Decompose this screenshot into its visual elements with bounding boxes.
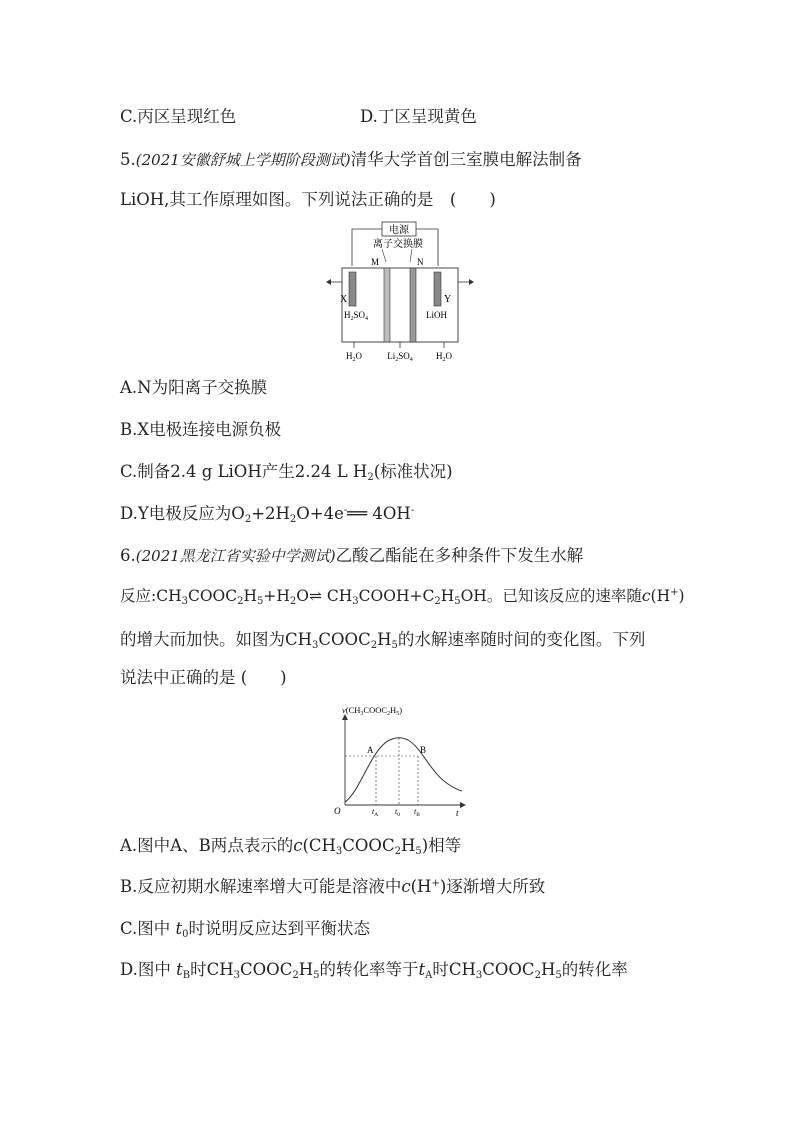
q6-d-m4: 的转化率等于 [319,960,419,979]
q5-option-b: B.X电极连接电源负极 [120,420,282,439]
q6-a-m1: (CH [302,836,336,855]
q6-s3-sub1: 3 [312,640,319,651]
pointer-line-n [410,249,412,262]
prev-option-c: C.丙区呈现红色 [120,107,237,126]
q5-number: 5. [120,150,136,169]
q6-stem-line3 [120,632,645,649]
q6-s2-m2: H [243,587,258,605]
q6-d-s6: 5 [555,970,562,981]
q6-s3-a: 的增大而加快。如图为CH [120,630,313,649]
q5-d-sub2: 2 [289,514,297,525]
q6-b-sup: + [431,878,440,889]
point-a-label: A [367,745,374,755]
q6-stem-line2 [120,589,685,605]
membrane-m [384,268,390,342]
q6-s3-m2: H [377,630,392,649]
q6-d-s5: 2 [534,970,541,981]
q6-s2-m8: (H [650,587,671,605]
label-m: M [371,257,380,267]
q6-c-pre: C.图中 [120,919,176,938]
q5-d-sub1: 2 [244,514,252,525]
q5-source: (2021安徽舒城上学期阶段测试) [135,151,351,169]
q5-option-c [120,464,453,481]
q6-s2-a: 反应:CH [120,587,182,605]
q6-d-post: 的转化率 [561,960,628,979]
q6-a-m3: H [400,836,416,855]
q6-s2-sub4: 2 [289,596,297,607]
q6-option-d [120,962,628,979]
q6-d-pre: D.图中 [120,960,177,979]
q6-s2-m5: COOH+C [358,587,435,605]
q6-a-pre: A.图中A、B两点表示的 [120,836,294,855]
q6-a-s3: 5 [415,846,422,857]
q6-s2-m4: O⇌ CH [296,587,353,605]
q6-c-t: t [175,919,183,938]
q6-d-m6: COOC [482,960,535,979]
inlet-right-label: $H_2O$ [436,351,452,362]
q6-stem-line1 [120,548,583,565]
q5-d-sup2: - [410,505,415,516]
q5-stem-line2: LiOH,其工作原理如图。下列说法正确的是 ( ) [120,190,496,209]
q5-stem-text: 清华大学首创三室膜电解法制备 [350,150,582,169]
x-axis-label: t [456,808,459,818]
q6-s2-m7: OH。已知该反应的速率随 [460,587,642,605]
q6-c-sub: 0 [182,929,189,940]
q5-d-eq: ══ 4OH [347,504,411,523]
q6-option-c [120,921,370,938]
q5-stem-line1 [120,152,582,169]
q6-s3-sub2: 2 [370,640,378,651]
membrane-label: 离子交换膜 [373,239,423,250]
q6-d-m2: COOC [240,960,293,979]
pointer-line-m [382,249,386,262]
point-b-label: B [420,745,427,755]
inlet-mid-label: $Li_2SO_4$ [387,351,413,362]
q6-s2-sub7: 5 [454,596,461,607]
q5-d-mid1: +2H [251,504,290,523]
tick-t0: $t_0$ [395,807,400,818]
q6-d-sub2: A [425,970,433,981]
q6-option-a [120,838,461,855]
q6-s2-sub2: 2 [237,596,244,607]
q6-d-sub: B [182,970,191,981]
q6-d-s3: 5 [313,970,320,981]
q6-b-post: )逐渐增大所致 [439,877,546,896]
origin-label: O [334,806,341,816]
electrode-y [434,272,441,306]
q6-a-s1: 3 [335,846,343,857]
inlet-left-label: $H_2O$ [346,351,362,362]
q6-s2-sub1: 3 [181,596,188,607]
q5-option-c-sub: 2 [367,472,374,483]
q6-d-m3: H [298,960,314,979]
electrolysis-diagram [320,220,480,362]
q6-d-m5: 时CH [432,960,476,979]
q6-d-s2: 2 [292,970,299,981]
outlet-right-arrowhead [469,279,474,285]
q6-s2-sub3: 5 [257,596,264,607]
q5-option-c-text: C.制备2.4 g LiOH产生2.24 L H [120,462,368,481]
power-label: 电源 [389,225,409,236]
q6-d-t: t [176,960,183,979]
q6-s2-sup: + [670,587,679,598]
q6-d-m7: H [540,960,556,979]
rate-curve [345,738,462,802]
rate-time-chart [330,702,480,818]
q6-s3-m3: 的水解速率随时间的变化图。下列 [397,630,646,649]
q6-s2-sub5: 3 [352,596,359,607]
q6-source: (2021黑龙江省实验中学测试) [135,547,336,565]
q6-d-s1: 3 [233,970,241,981]
q6-c-post: 时说明反应达到平衡状态 [188,919,371,938]
q5-option-c-post: (标准状况) [373,462,453,481]
tick-ta: $t_A$ [372,807,379,818]
label-x: X [340,294,348,305]
q6-a-post: )相等 [421,836,462,855]
q6-s3-sub3: 5 [391,640,398,651]
prev-option-d: D.丁区呈现黄色 [360,107,477,126]
q6-s2-m1: COOC [187,587,238,605]
left-solution-label: $H_2SO_4$ [344,310,369,322]
q6-b-pre: B.反应初期水解速率增大可能是溶液中 [120,877,402,896]
q6-a-s2: 2 [394,846,401,857]
q6-s3-m1: COOC [318,630,371,649]
q5-option-a: A.N为阳离子交换膜 [120,378,268,397]
outlet-left-arrowhead [326,279,331,285]
membrane-n [410,268,416,342]
q6-s2-sub6: 2 [434,596,441,607]
q6-stem-text: 乙酸乙酯能在多种条件下发生水解 [335,546,584,565]
electrode-x [349,272,356,306]
q5-option-d-text: D.Y电极反应为O [120,504,245,523]
q5-d-mid2: O+4e [296,504,344,523]
q6-d-m1: 时CH [190,960,234,979]
tick-tb: $t_B$ [414,807,420,818]
q6-a-c: c [293,836,303,855]
q6-d-s4: 3 [475,970,483,981]
q5-option-d [120,506,414,523]
q5-d-sup: - [343,505,348,516]
q6-d-t2: t [418,960,426,979]
label-n: N [417,257,424,267]
q6-s2-m6: H [440,587,455,605]
q6-option-b [120,879,545,896]
q6-s2-m9: ) [678,587,685,605]
label-y: Y [444,294,452,305]
q6-b-c: c [401,877,411,896]
x-axis-arrow [460,802,466,808]
q6-s2-m3: +H [263,587,290,605]
q6-a-m2: COOC [342,836,395,855]
right-solution-label: LiOH [426,310,447,320]
q6-stem-line4: 说法中正确的是 ( ) [120,668,287,687]
q6-b-m1: (H [410,877,432,896]
q6-s2-c: c [641,587,651,605]
chart-ylabel: $v(CH_3COOC_2H_5)$ [342,705,403,717]
q6-number: 6. [120,546,136,565]
